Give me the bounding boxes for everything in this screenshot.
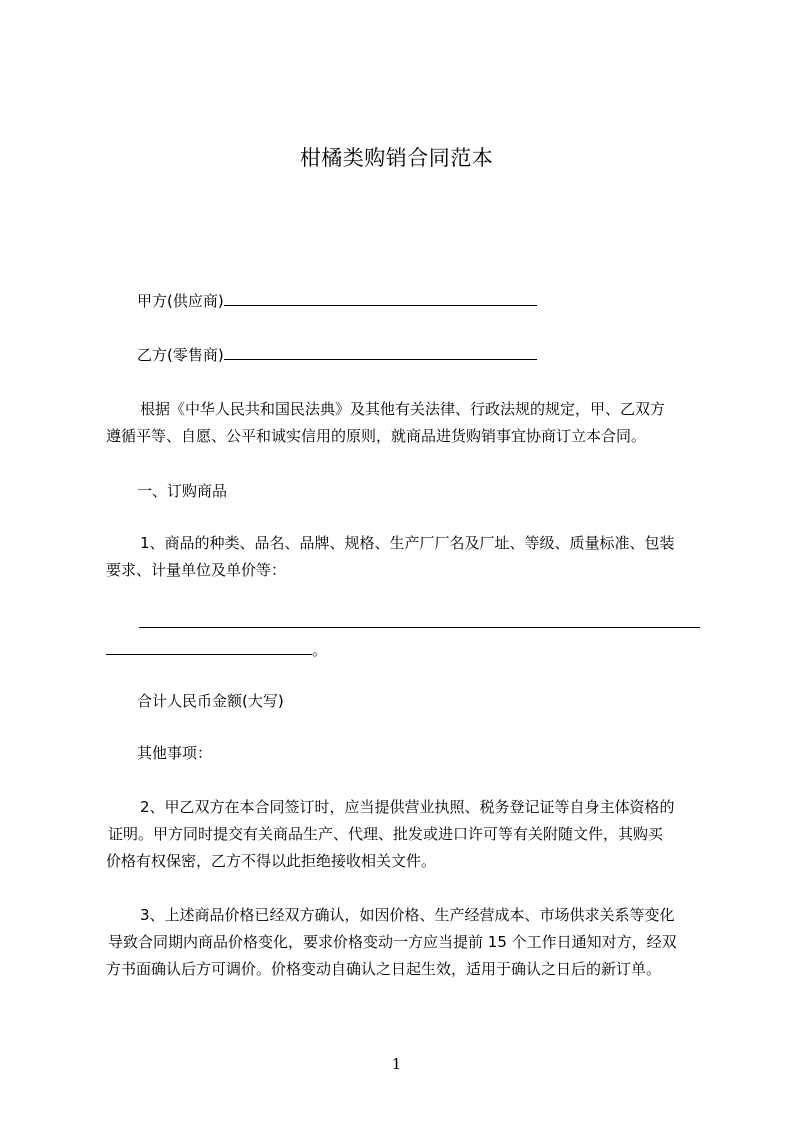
intro-line-2: 遵循平等、自愿、公平和诚实信用的原则，就商品进货购销事宜协商订立本合同。 [106,427,647,445]
party-b-label: 乙方(零售商) [137,346,224,364]
item-1-line-1: 1、商品的种类、品名、品牌、规格、生产厂厂名及厂址、等级、质量标准、包装 [140,534,675,552]
party-a-row [137,291,537,311]
goods-blank-1a [139,613,348,628]
party-a-blank [224,291,537,306]
item-3-line-2: 导致合同期内商品价格变化，要求价格变动一方应当提前 15 个工作日通知对方，经双 [108,933,677,951]
intro-line-1: 根据《中华人民共和国民法典》及其他有关法律、行政法规的规定，甲、乙双方 [140,400,666,418]
goods-blank-line-2 [106,640,327,660]
other-matters-label: 其他事项： [137,744,213,762]
goods-blank-line-1 [139,613,700,633]
item-1-line-2: 要求、计量单位及单价等： [106,561,287,579]
item-2-line-2: 证明。甲方同时提交有关商品生产、代理、批发或进口许可等有关附随文件，其购买 [108,825,664,843]
party-b-row [137,345,537,365]
document-title: 柑橘类购销合同范本 [299,146,494,170]
goods-blank-2 [106,640,312,655]
total-amount-label: 合计人民币金额(大写) [137,692,284,710]
item-2-line-3: 价格有权保密，乙方不得以此拒绝接收相关文件。 [106,852,437,870]
blank-end-punct: 。 [312,641,328,659]
item-3-line-3: 方书面确认后方可调价。价格变动自确认之日起生效，适用于确认之日后的新订单。 [106,960,662,978]
item-2-line-1: 2、甲乙双方在本合同签订时，应当提供营业执照、税务登记证等自身主体资格的 [140,798,675,816]
page-number: 1 [391,1055,402,1073]
section-1-heading: 一、订购商品 [137,482,228,500]
party-b-blank [224,345,537,360]
item-3-line-1: 3、上述商品价格已经双方确认，如因价格、生产经营成本、市场供求关系等变化 [140,906,675,924]
goods-blank-1b [348,613,653,628]
party-a-label: 甲方(供应商) [137,292,224,310]
goods-blank-1c [653,613,700,628]
